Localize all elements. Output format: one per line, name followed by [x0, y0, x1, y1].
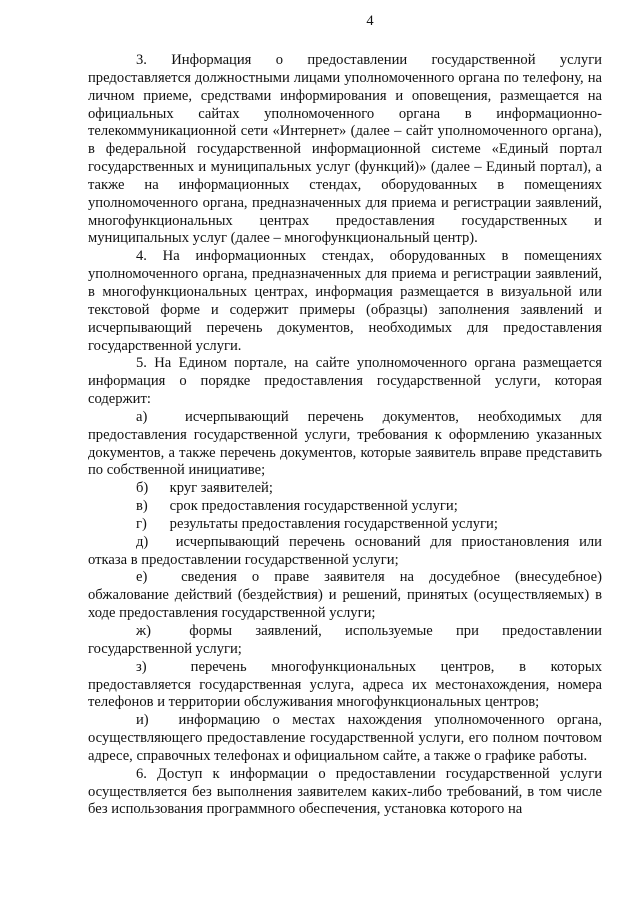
list-item-z	[88, 659, 602, 713]
list-item-text: информацию о местах нахождения уполномоченного органа, осуществляющего предоставление государственной услуги, его полном почтовом адресе, справочных телефонах и официальном сайте, а также о графике работы.	[88, 712, 602, 764]
list-item-v	[88, 498, 602, 516]
list-item-g	[88, 516, 602, 534]
list-item-zh	[88, 623, 602, 659]
paragraph-5: 5. На Едином портале, на сайте уполномоченного органа размещается информация о порядке предоставления государственной услуги, которая содержит:	[88, 355, 602, 408]
list-item-letter: д)	[136, 533, 149, 550]
list-item-letter: ж)	[136, 623, 151, 639]
list-item-i	[88, 712, 602, 766]
list-item-text: исчерпывающий перечень документов, необходимых для предоставления государственной услуги, требования к оформлению указанных документов, а также перечень документов, которые заявитель вправе представить по собственной инициативе;	[88, 408, 602, 479]
list-item-text: исчерпывающий перечень оснований для приостановления или отказа в предоставлении государственной услуги;	[88, 533, 602, 568]
list-item-letter: г)	[136, 515, 147, 532]
list-item-text: формы заявлений, используемые при предоставлении государственной услуги;	[88, 623, 602, 657]
paragraph-6: 6. Доступ к информации о предоставлении государственной услуги осуществляется без выполнения заявителем каких-либо требований, в том числе без использования программного обеспечения, установка которого на	[88, 765, 602, 818]
info-items-list	[88, 409, 602, 766]
list-item-text: сведения о праве заявителя на досудебное (внесудебное) обжалование действий (бездействия) и решений, принятых (осуществляемых) в ходе предоставления государственной услуги;	[88, 569, 602, 622]
list-item-letter: в)	[136, 498, 148, 515]
list-item-text: срок предоставления государственной услуги;	[169, 498, 458, 515]
list-item-b	[88, 480, 602, 498]
list-item-e	[88, 569, 602, 623]
page-number: 4	[366, 13, 374, 29]
list-item-text: результаты предоставления государственной услуги;	[169, 515, 498, 532]
list-item-text: перечень многофункциональных центров, в которых предоставляется государственная услуга, адреса их местонахождения, номера телефонов и территории обслуживания многофункциональных центров;	[88, 658, 602, 711]
list-item-letter: е)	[136, 569, 148, 586]
list-item-d	[88, 534, 602, 570]
list-item-text: круг заявителей;	[169, 480, 273, 497]
list-item-a	[88, 409, 602, 480]
list-item-letter: и)	[136, 712, 149, 729]
list-item-letter: б)	[136, 480, 149, 497]
list-item-letter: з)	[136, 658, 147, 675]
paragraph-3: 3. Информация о предоставлении государственной услуги предоставляется должностными лицами уполномоченного органа по телефону, на личном приеме, средствами информирования и оповещения, размещается на официальных сайтах уполномоченного органа в информационно-телекоммуникационной сети «Интернет» (далее – сайт уполномоченного органа), в федеральной государственной информационной системе «Единый портал государственных и муниципальных услуг (функций)» (далее – Единый портал), а также на информационных стендах, оборудованных в помещениях уполномоченного органа, предназначенных для приема и регистрации заявлений, многофункциональных центрах предоставления государственных и муниципальных услуг (далее – многофункциональный центр).	[88, 52, 602, 247]
list-item-letter: а)	[136, 408, 148, 425]
paragraph-4: 4. На информационных стендах, оборудованных в помещениях уполномоченного органа, предназначенных для приема и регистрации заявлений, в многофункциональных центрах, информация размещается в визуальной или текстовой форме и содержит примеры (образцы) заполнения заявлений и исчерпывающий перечень документов, необходимых для предоставления государственной услуги.	[88, 248, 602, 354]
